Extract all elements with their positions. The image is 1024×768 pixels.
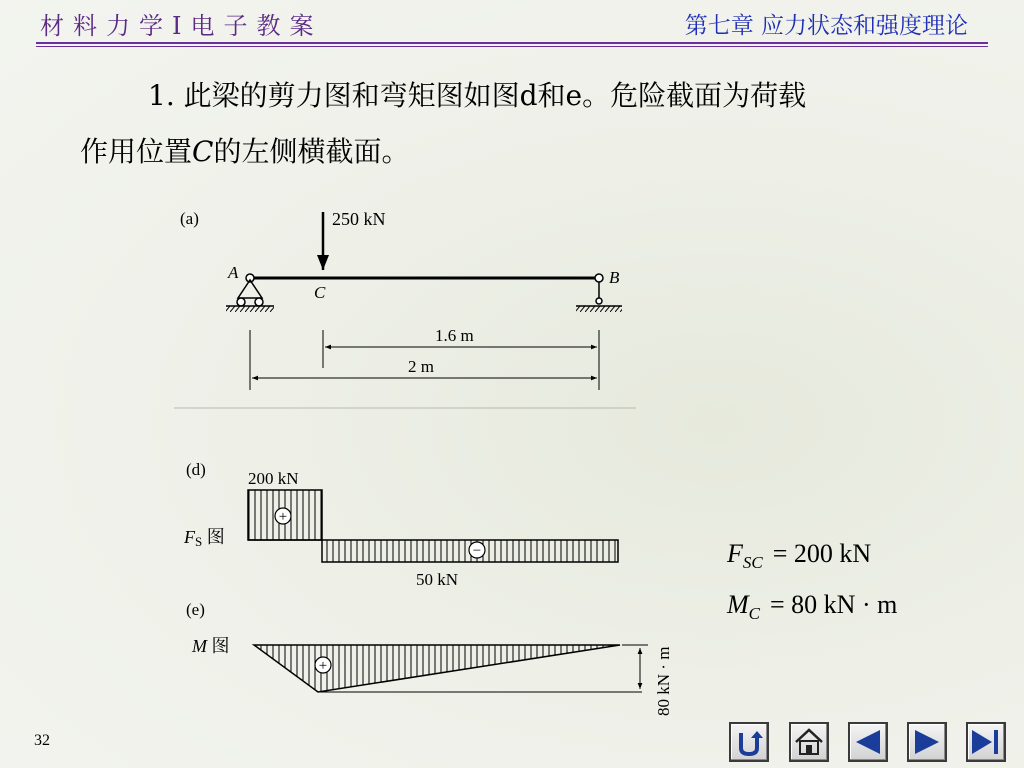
return-button[interactable] — [729, 722, 769, 762]
moment-positive-sign: + — [318, 658, 328, 674]
support-a-label: A — [228, 263, 239, 282]
point-c-label: C — [314, 283, 326, 302]
dim-total-label: 2 m — [408, 357, 434, 376]
line2-post: 的左侧横截面。 — [213, 135, 410, 168]
figure-e-tag: (e) — [186, 600, 205, 619]
dim-inner-label: 1.6 m — [435, 326, 474, 345]
next-icon — [909, 724, 945, 760]
equation-shear: $F_{SC} = 200$ kN — [727, 539, 872, 572]
line2-pre: 作用位置 — [80, 135, 193, 168]
shear-positive-sign: + — [278, 509, 288, 525]
home-icon — [791, 724, 827, 760]
chapter-title: 第七章 应力状态和强度理论 — [684, 13, 968, 39]
equation-moment: $M_C = 80$ kN · m — [727, 590, 898, 623]
course-title: 材料力学Ⅰ电子教案 — [40, 12, 323, 40]
moment-value-label: 80 kN · m — [654, 646, 673, 716]
last-button[interactable] — [966, 722, 1006, 762]
solution-line-1: 1. 此梁的剪力图和弯矩图如图d和e。危险截面为荷载 — [148, 79, 807, 112]
next-button[interactable] — [907, 722, 947, 762]
page-number: 32 — [34, 732, 50, 749]
moment-axis-label: M 图 — [192, 636, 230, 656]
shear-bottom-value: 50 kN — [416, 570, 459, 589]
previous-button[interactable] — [848, 722, 888, 762]
figure-d-tag: (d) — [186, 460, 206, 479]
moment-triangle — [254, 645, 620, 692]
result-equations — [726, 539, 897, 623]
return-icon — [731, 724, 767, 760]
shear-diagram — [183, 460, 618, 589]
beam-figure — [180, 209, 622, 390]
shear-top-value: 200 kN — [248, 469, 299, 488]
moment-diagram — [186, 600, 673, 716]
home-button[interactable] — [789, 722, 829, 762]
last-icon — [968, 724, 1004, 760]
section-variable: C — [192, 135, 214, 168]
previous-icon — [850, 724, 886, 760]
figure-a-tag: (a) — [180, 209, 199, 228]
shear-negative-sign: − — [472, 543, 482, 559]
shear-axis-label: FS 图 — [184, 527, 225, 549]
support-b-label: B — [609, 268, 620, 287]
load-label: 250 kN — [332, 209, 386, 229]
